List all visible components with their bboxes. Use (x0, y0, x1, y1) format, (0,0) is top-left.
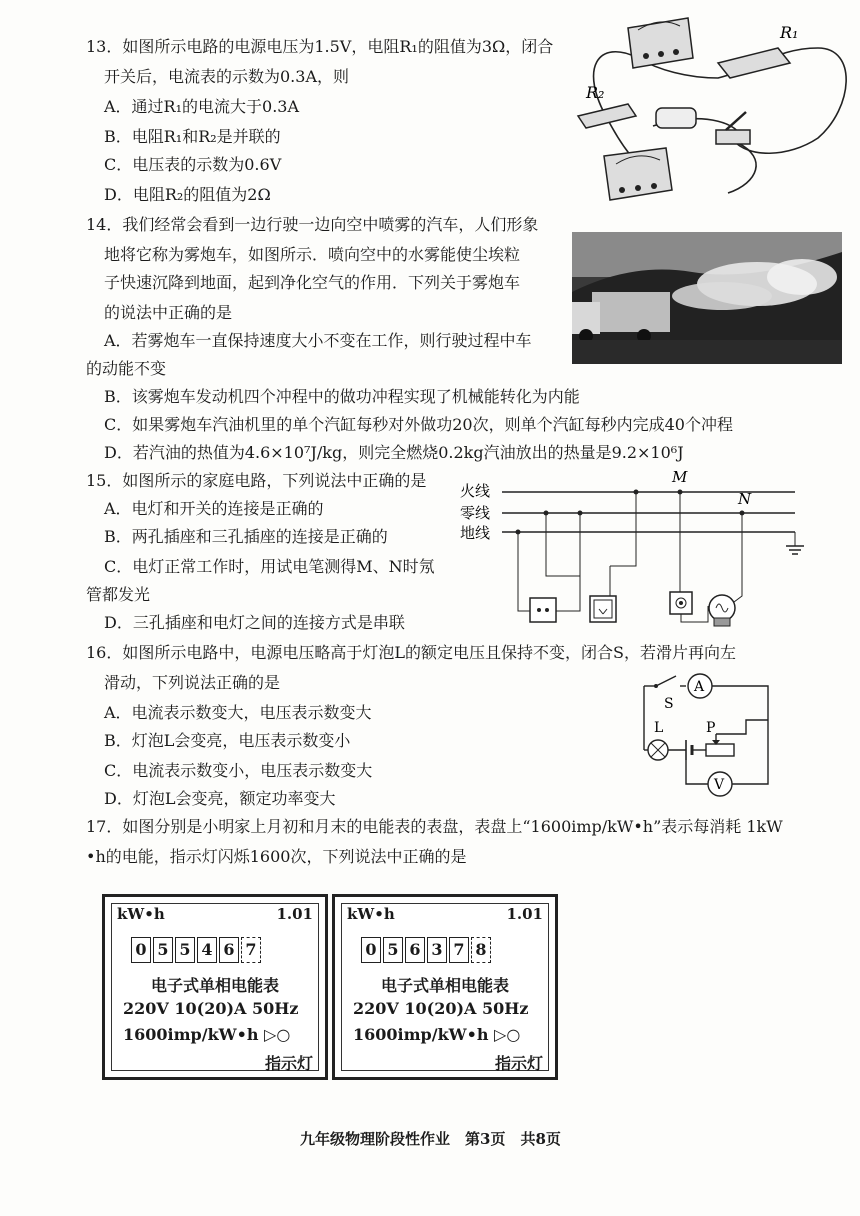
q13-option-b: B．电阻R₁和R₂是并联的 (104, 127, 281, 146)
label-ammeter-a: A (694, 679, 705, 695)
label-point-n: N (738, 490, 752, 508)
q14-stem-line1: 14．我们经常会看到一边行驶一边向空中喷雾的汽车，人们形象 (86, 215, 539, 234)
meter-name: 电子式单相电能表 (380, 976, 509, 995)
label-point-m: M (672, 468, 688, 486)
q16-stem-line2: 滑动，下列说法正确的是 (104, 673, 281, 692)
three-hole-socket-icon (590, 596, 616, 622)
q13-option-d: D．电阻R₂的阻值为2Ω (104, 185, 271, 204)
meter-unit: kW•h (117, 905, 165, 923)
q13-option-c: C．电压表的示数为0.6V (104, 155, 282, 174)
q15-stem: 15．如图所示的家庭电路，下列说法中正确的是 (86, 471, 427, 490)
meter-digit: 5 (175, 937, 195, 963)
q16-option-c: C．电流表示数变小，电压表示数变大 (104, 761, 373, 780)
q15-option-c-line2: 管都发光 (86, 585, 151, 604)
q14-option-d: D．若汽油的热值为4.6×10⁷J/kg，则完全燃烧0.2kg汽油放出的热量是9.2×10⁶J (104, 443, 684, 462)
meter-digit: 3 (427, 937, 447, 963)
energy-meter-start (102, 894, 328, 1080)
label-lamp-l: L (654, 720, 664, 736)
q14-option-a-line1: A．若雾炮车一直保持速度大小不变在工作，则行驶过程中车 (104, 331, 532, 350)
meter-digit-decimal: 7 (241, 937, 261, 963)
q14-stem-line3: 子快速沉降到地面，起到净化空气的作用．下列关于雾炮车 (104, 273, 521, 292)
q15-option-a: A．电灯和开关的连接是正确的 (104, 499, 324, 518)
meter-digit: 5 (383, 937, 403, 963)
meter-digit: 6 (219, 937, 239, 963)
q13-stem-line1: 13．如图所示电路的电源电压为1.5V，电阻R₁的阻值为3Ω，闭合 (86, 37, 554, 56)
q16-option-b: B．灯泡L会变亮，电压表示数变小 (104, 731, 351, 750)
q17-stem-line2: •h的电能，指示灯闪烁1600次，下列说法中正确的是 (86, 847, 467, 866)
meter-digit: 6 (405, 937, 425, 963)
q13-circuit-figure (568, 8, 858, 230)
q14-stem-line4: 的说法中正确的是 (104, 303, 233, 322)
resistor-r2-icon (578, 104, 636, 128)
q16-stem-line1: 16．如图所示电路中，电源电压略高于灯泡L的额定电压且保持不变，闭合S，若滑片再向左 (86, 643, 736, 662)
meter-impulse: 1600imp/kW•h ▷○ (353, 1025, 521, 1044)
q16-option-a: A．电流表示数变大，电压表示数变大 (104, 703, 372, 722)
meter-name: 电子式单相电能表 (150, 976, 279, 995)
light-bulb-icon (709, 595, 735, 626)
label-switch-s: S (664, 696, 674, 712)
resistor-r1-icon (718, 48, 790, 78)
meter-impulse: 1600imp/kW•h ▷○ (123, 1025, 291, 1044)
meter-digit: 7 (449, 937, 469, 963)
meter-reading (131, 937, 263, 963)
label-neutral-wire: 零线 (460, 504, 491, 522)
meter-digit: 0 (361, 937, 381, 963)
q14-option-a-line2: 的动能不变 (86, 359, 167, 378)
meter-version: 1.01 (506, 905, 543, 923)
ammeter-icon (628, 18, 693, 68)
q14-stem-line2: 地将它称为雾炮车，如图所示．喷向空中的水雾能使尘埃粒 (104, 245, 521, 264)
label-r1: R₁ (780, 23, 799, 42)
meter-reading (361, 937, 493, 963)
meter-digit: 5 (153, 937, 173, 963)
rheostat-symbol-icon (706, 734, 734, 756)
meter-spec: 220V 10(20)A 50Hz (123, 999, 299, 1018)
q15-household-circuit (450, 466, 810, 632)
label-live-wire: 火线 (460, 482, 491, 500)
meter-indicator-label: 指示灯 (494, 1054, 543, 1073)
lamp-symbol-icon (648, 740, 668, 760)
battery-icon (656, 108, 696, 128)
q15-option-b: B．两孔插座和三孔插座的连接是正确的 (104, 527, 388, 546)
meter-version: 1.01 (276, 905, 313, 923)
wall-switch-icon (670, 592, 692, 614)
q16-circuit-figure (626, 668, 786, 802)
battery-symbol-icon (686, 740, 692, 760)
label-voltmeter-v: V (714, 777, 725, 793)
two-hole-socket-icon (530, 598, 556, 622)
q14-option-c: C．如果雾炮车汽油机里的单个汽缸每秒对外做功20次，则单个汽缸每秒内完成40个冲程 (104, 415, 733, 434)
meter-unit: kW•h (347, 905, 395, 923)
q15-option-d: D．三孔插座和电灯之间的连接方式是串联 (104, 613, 405, 632)
q15-option-c-line1: C．电灯正常工作时，用试电笔测得M、N时氖 (104, 557, 435, 576)
q13-stem-line2: 开关后，电流表的示数为0.3A，则 (104, 67, 350, 86)
page-footer: 九年级物理阶段性作业 第3页 共8页 (300, 1130, 561, 1148)
q17-stem-line1: 17．如图分别是小明家上月初和月末的电能表的表盘，表盘上“1600imp/kW•h”表示每消耗 1kW (86, 817, 783, 836)
q13-option-a: A．通过R₁的电流大于0.3A (104, 97, 300, 116)
label-ground-wire: 地线 (460, 524, 491, 542)
q16-option-d: D．灯泡L会变亮，额定功率变大 (104, 789, 336, 808)
q14-option-b: B．该雾炮车发动机四个冲程中的做功冲程实现了机械能转化为内能 (104, 387, 580, 406)
label-slider-p: P (706, 720, 716, 736)
meter-spec: 220V 10(20)A 50Hz (353, 999, 529, 1018)
meter-digit-decimal: 8 (471, 937, 491, 963)
meter-digit: 4 (197, 937, 217, 963)
meter-indicator-label: 指示灯 (264, 1054, 313, 1073)
energy-meter-end (332, 894, 558, 1080)
label-r2: R₂ (586, 83, 605, 102)
fog-cannon-truck-photo (572, 232, 842, 364)
meter-digit: 0 (131, 937, 151, 963)
voltmeter-icon (604, 148, 672, 200)
